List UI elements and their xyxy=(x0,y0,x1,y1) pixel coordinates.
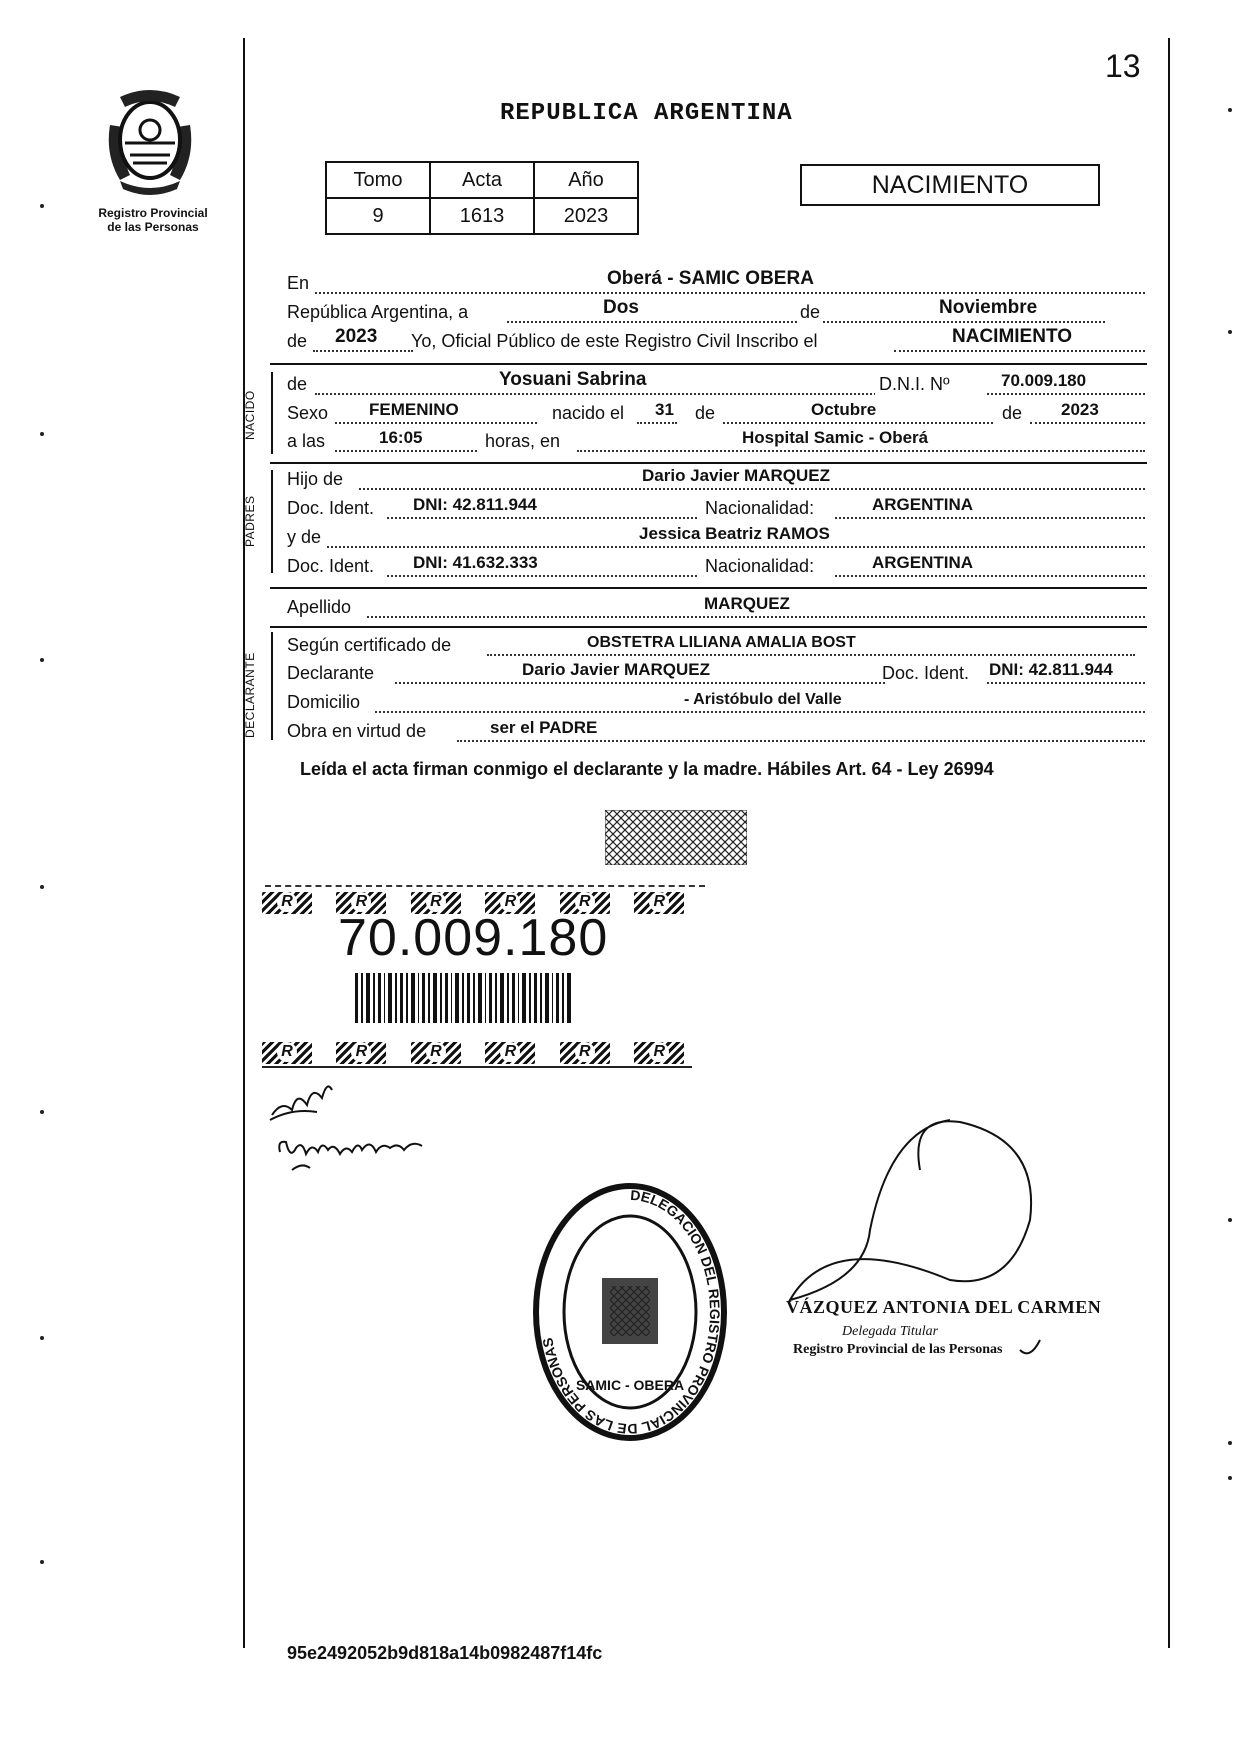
label-certificado: Según certificado de xyxy=(287,635,452,655)
signatory-role: Delegada Titular xyxy=(842,1324,939,1339)
scan-speck xyxy=(1228,1441,1232,1445)
stamp-ring-text: DELEGACION DEL REGISTRO PROVINCIAL DE LAS PERSONAS xyxy=(539,1186,724,1438)
value-year: 2023 xyxy=(335,326,378,347)
value-mother-doc: DNI: 41.632.333 xyxy=(413,553,538,572)
row-mother xyxy=(287,526,1145,552)
value-time: 16:05 xyxy=(379,428,423,447)
value-decl-doc: DNI: 42.811.944 xyxy=(989,660,1113,679)
scan-speck xyxy=(1228,108,1232,112)
scan-speck xyxy=(40,1110,44,1114)
registry-r-icon: R xyxy=(262,892,312,914)
legal-text: Leída el acta firman conmigo el declarante y la madre. Hábiles Art. 64 - Ley 26994 xyxy=(300,759,994,779)
scan-speck xyxy=(40,1560,44,1564)
value-birth-place: Hospital Samic - Oberá xyxy=(742,428,929,447)
right-margin-line xyxy=(1168,38,1170,1648)
scan-speck xyxy=(40,204,44,208)
label-nacido-el: nacido el xyxy=(552,403,625,423)
label-mother-doc: Doc. Ident. xyxy=(287,556,375,576)
signatory-name: VÁZQUEZ ANTONIA DEL CARMEN xyxy=(786,1297,1102,1317)
value-birth-month: Octubre xyxy=(811,400,877,419)
scan-speck xyxy=(40,885,44,889)
value-birth-day: 31 xyxy=(655,400,674,419)
value-father: Dario Javier MARQUEZ xyxy=(642,466,830,485)
scan-speck xyxy=(1228,1476,1232,1480)
ref-header-tomo: Tomo xyxy=(326,162,430,198)
label-declarante: Declarante xyxy=(287,663,375,683)
separator-1 xyxy=(270,363,1147,365)
label-decl-doc: Doc. Ident. xyxy=(882,663,970,683)
scan-speck xyxy=(1228,1218,1232,1222)
document-title: REPUBLICA ARGENTINA xyxy=(500,100,793,127)
row-sex xyxy=(287,402,1145,428)
value-mother: Jessica Beatriz RAMOS xyxy=(639,524,830,543)
barcode xyxy=(355,973,575,1023)
row-certificado xyxy=(287,634,1145,660)
document-hash: 95e2492052b9d818a14b0982487f14fc xyxy=(287,1643,603,1663)
value-declarante: Dario Javier MARQUEZ xyxy=(522,660,710,679)
row-domicilio xyxy=(287,691,1145,717)
row-inscribe xyxy=(287,326,1145,356)
ref-value-tomo: 9 xyxy=(326,198,430,234)
page-number: 13 xyxy=(1105,48,1141,84)
logo-caption xyxy=(78,206,228,234)
value-act: NACIMIENTO xyxy=(952,326,1072,347)
label-sexo: Sexo xyxy=(287,403,329,423)
label-country: República Argentina, a xyxy=(287,302,469,322)
id-number: 70.009.180 xyxy=(338,909,609,967)
row-apellido xyxy=(287,596,1145,622)
label-de-2: de xyxy=(1002,403,1023,423)
label-father-nat: Nacionalidad: xyxy=(705,498,815,518)
handwritten-signatures xyxy=(262,1070,442,1180)
row-place xyxy=(287,268,1145,298)
row-father xyxy=(287,468,1145,494)
value-father-nat: ARGENTINA xyxy=(872,495,974,514)
separator-3 xyxy=(270,587,1147,589)
label-mother-nat: Nacionalidad: xyxy=(705,556,815,576)
provincial-seal-icon xyxy=(95,85,205,195)
value-place: Oberá - SAMIC OBERA xyxy=(607,268,814,289)
registry-r-icon: R xyxy=(560,892,610,914)
registry-r-icon: R xyxy=(560,1042,610,1064)
section-label-declarante: DECLARANTE xyxy=(243,652,257,738)
scan-speck xyxy=(40,658,44,662)
value-sexo: FEMENINO xyxy=(369,400,459,419)
value-birth-year: 2023 xyxy=(1061,400,1099,419)
value-mother-nat: ARGENTINA xyxy=(872,553,974,572)
row-time-place xyxy=(287,430,1145,456)
row-declarante xyxy=(287,662,1145,688)
scan-speck xyxy=(40,432,44,436)
label-apellido: Apellido xyxy=(287,597,352,617)
record-type-box: NACIMIENTO xyxy=(800,164,1100,206)
scan-speck xyxy=(40,1336,44,1340)
registry-r-icon: R xyxy=(411,892,461,914)
label-inscribe: Yo, Oficial Público de este Registro Civil Inscribo el xyxy=(411,331,818,351)
label-domicilio: Domicilio xyxy=(287,692,361,712)
value-apellido: MARQUEZ xyxy=(704,594,790,613)
ref-value-acta: 1613 xyxy=(430,198,534,234)
value-certificado: OBSTETRA LILIANA AMALIA BOST xyxy=(587,634,856,651)
separator-2 xyxy=(270,462,1147,464)
registry-r-icon: R xyxy=(485,1042,535,1064)
left-margin-line xyxy=(243,38,245,1648)
label-y-de: y de xyxy=(287,527,322,547)
ref-value-anio: 2023 xyxy=(534,198,638,234)
label-hijo-de: Hijo de xyxy=(287,469,344,489)
ref-header-acta: Acta xyxy=(430,162,534,198)
label-dni: D.N.I. Nº xyxy=(875,374,954,395)
signatory-org: Registro Provincial de las Personas xyxy=(793,1342,1003,1357)
registry-r-icon: R xyxy=(336,1042,386,1064)
logo-caption-line2: de las Personas xyxy=(107,220,199,234)
label-year-de: de xyxy=(287,331,308,351)
section-label-padres: PADRES xyxy=(243,495,257,547)
label-de-1: de xyxy=(695,403,716,423)
value-month: Noviembre xyxy=(939,297,1038,318)
registry-r-icon: R xyxy=(411,1042,461,1064)
security-pattern xyxy=(605,810,747,865)
registry-badges-bottom xyxy=(262,1042,704,1069)
label-de: de xyxy=(797,302,823,323)
value-day: Dos xyxy=(603,297,639,318)
label-father-doc: Doc. Ident. xyxy=(287,498,375,518)
label-en: En xyxy=(287,273,310,293)
official-stamp xyxy=(530,1180,730,1445)
registry-r-icon: R xyxy=(634,1042,684,1064)
label-a-las: a las xyxy=(287,431,326,451)
registry-r-icon: R xyxy=(634,892,684,914)
scan-speck xyxy=(1228,330,1232,334)
ref-header-anio: Año xyxy=(534,162,638,198)
row-name xyxy=(287,369,1145,399)
row-obra xyxy=(287,720,1145,746)
row-mother-doc xyxy=(287,555,1145,581)
section-label-nacido: NACIDO xyxy=(243,390,257,440)
label-obra: Obra en virtud de xyxy=(287,721,427,741)
value-domicilio: - Aristóbulo del Valle xyxy=(684,691,842,708)
logo-caption-line1: Registro Provincial xyxy=(98,206,208,220)
row-date xyxy=(287,297,1145,327)
separator-4 xyxy=(270,626,1147,628)
stamp-center-text: SAMIC - OBERA xyxy=(575,1377,685,1393)
row-father-doc xyxy=(287,497,1145,523)
reference-table xyxy=(325,161,639,235)
registry-r-icon: R xyxy=(336,892,386,914)
value-dni: 70.009.180 xyxy=(1001,371,1087,390)
registry-r-icon: R xyxy=(262,1042,312,1064)
value-obra: ser el PADRE xyxy=(490,718,598,737)
registry-r-icon: R xyxy=(485,892,535,914)
label-horas: horas, en xyxy=(485,431,561,451)
value-father-doc: DNI: 42.811.944 xyxy=(413,495,537,514)
value-name: Yosuani Sabrina xyxy=(499,369,647,390)
label-de-name: de xyxy=(287,374,308,394)
